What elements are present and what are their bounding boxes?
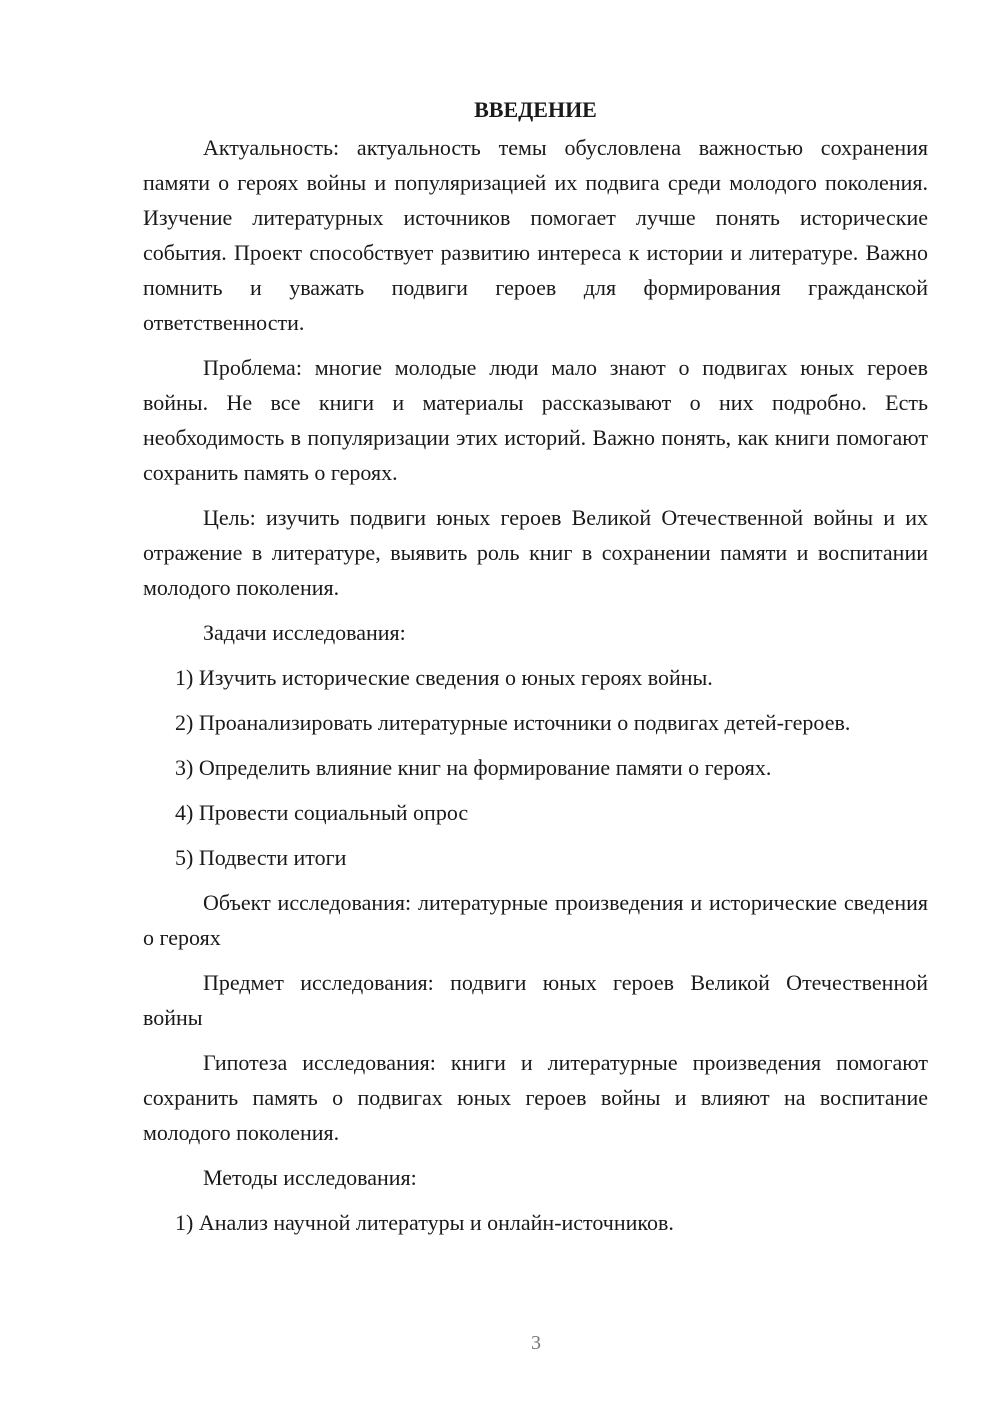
task-item: 2) Проанализировать литературные источники о подвигах детей-героев. — [175, 710, 851, 735]
section-title: ВВЕДЕНИЕ — [474, 97, 597, 122]
task-item: 1) Изучить исторические сведения о юных героях войны. — [175, 665, 713, 690]
method-item: 1) Анализ научной литературы и онлайн-источников. — [175, 1210, 674, 1235]
subject-paragraph: Предмет исследования: подвиги юных героев Великой Отечественной войны — [143, 970, 928, 1030]
tasks-heading: Задачи исследования: — [203, 620, 406, 645]
task-item: 3) Определить влияние книг на формирование памяти о героях. — [175, 755, 772, 780]
page-number: 3 — [531, 1332, 541, 1354]
goal-paragraph: Цель: изучить подвиги юных героев Великой Отечественной войны и их отражение в литературе, выявить роль книг в сохранении памяти и воспитании молодого поколения. — [143, 505, 928, 600]
document-page — [143, 92, 928, 1250]
relevance-paragraph: Актуальность: актуальность темы обусловлена важностью сохранения памяти о героях войны и популяризацией их подвига среди молодого поколения. Изучение литературных источников помогает лучше понять исторические события. Проект способствует развитию интереса к истории и литературе. Важно помнить и уважать подвиги героев для формирования гражданской ответственности. — [143, 135, 928, 335]
task-item: 4) Провести социальный опрос — [175, 800, 469, 825]
hypothesis-paragraph: Гипотеза исследования: книги и литературные произведения помогают сохранить память о подвигах юных героев войны и влияют на воспитание молодого поколения. — [143, 1050, 928, 1145]
object-paragraph: Объект исследования: литературные произведения и исторические сведения о героях — [143, 890, 928, 950]
task-item: 5) Подвести итоги — [175, 845, 347, 870]
methods-heading: Методы исследования: — [203, 1165, 417, 1190]
problem-paragraph: Проблема: многие молодые люди мало знают о подвигах юных героев войны. Не все книги и материалы рассказывают о них подробно. Есть необходимость в популяризации этих историй. Важно понять, как книги помогают сохранить память о героях. — [143, 355, 928, 485]
